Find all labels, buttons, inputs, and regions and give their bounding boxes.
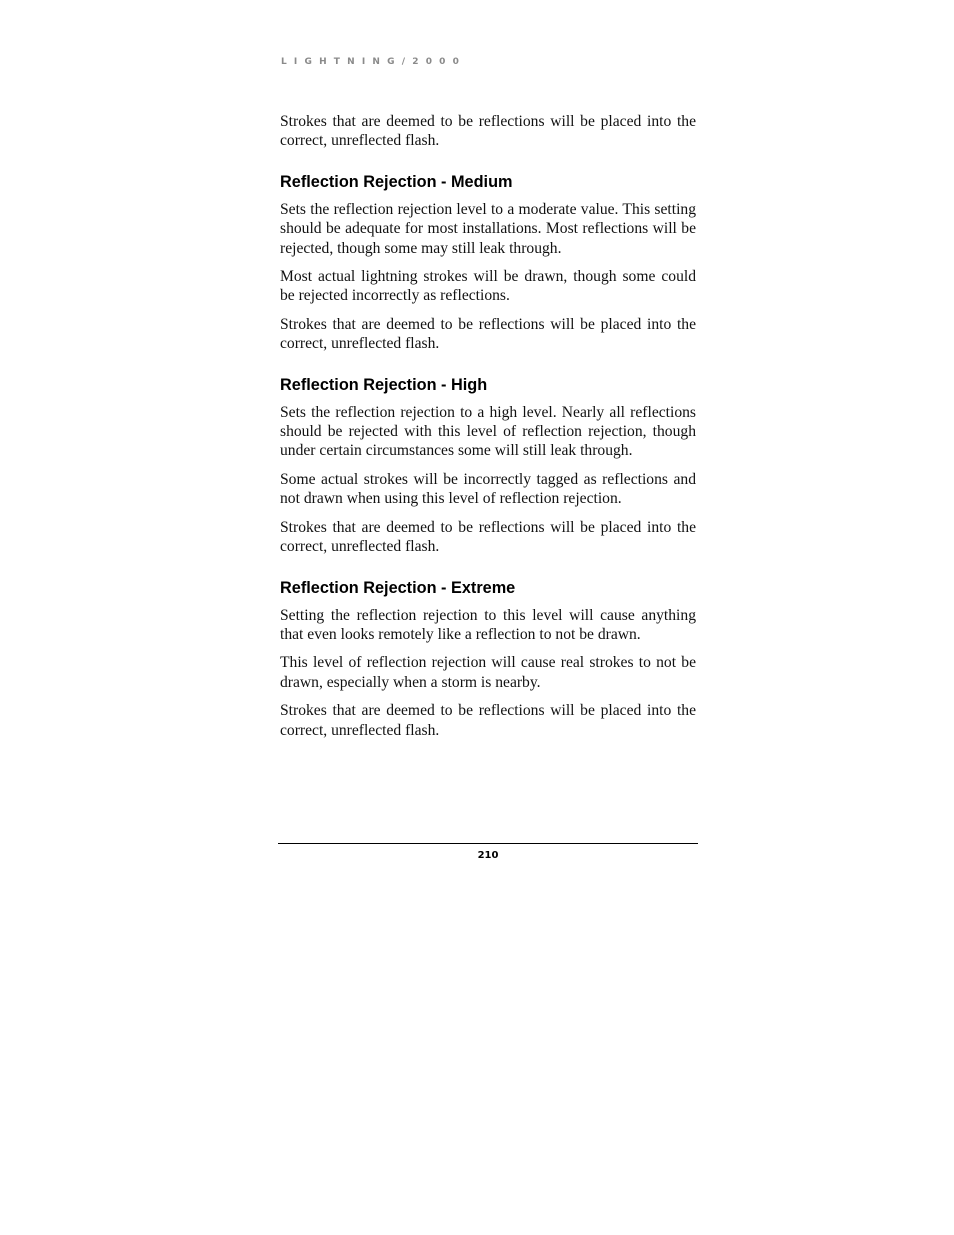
medium-paragraph-3: Strokes that are deemed to be reflections will be placed into the correct, unreflected flash. [280,315,696,353]
page-body [280,112,696,749]
footer-rule [278,843,698,844]
medium-paragraph-2: Most actual lightning strokes will be drawn, though some could be rejected incorrectly as reflections. [280,268,696,305]
heading-high: Reflection Rejection - High [280,375,488,394]
extreme-paragraph-3: Strokes that are deemed to be reflections will be placed into the correct, unreflected flash. [280,702,696,739]
high-paragraph-1: Sets the reflection rejection to a high level. Nearly all reflections should be rejected with this level of reflection rejection, though under certain circumstances some will still leak through. [280,403,696,460]
high-paragraph-2: Some actual strokes will be incorrectly tagged as reflections and not drawn when using this level of reflection rejection. [280,470,696,508]
extreme-paragraph-1: Setting the reflection rejection to this level will cause anything that even looks remotely like a reflection to not be drawn. [280,606,696,643]
extreme-paragraph-2: This level of reflection rejection will cause real strokes to not be drawn, especially when a storm is nearby. [280,654,696,691]
running-header: LIGHTNING/2000 [281,57,467,67]
medium-paragraph-1: Sets the reflection rejection level to a moderate value. This setting should be adequate for most installations. Most reflections will be rejected, though some may still leak through. [280,200,696,257]
high-paragraph-3: Strokes that are deemed to be reflections will be placed into the correct, unreflected flash. [280,518,696,556]
heading-extreme: Reflection Rejection - Extreme [280,578,516,597]
intro-paragraph: Strokes that are deemed to be reflections will be placed into the correct, unreflected flash. [280,113,696,150]
page-number: 210 [477,850,499,861]
heading-medium: Reflection Rejection - Medium [280,172,513,191]
